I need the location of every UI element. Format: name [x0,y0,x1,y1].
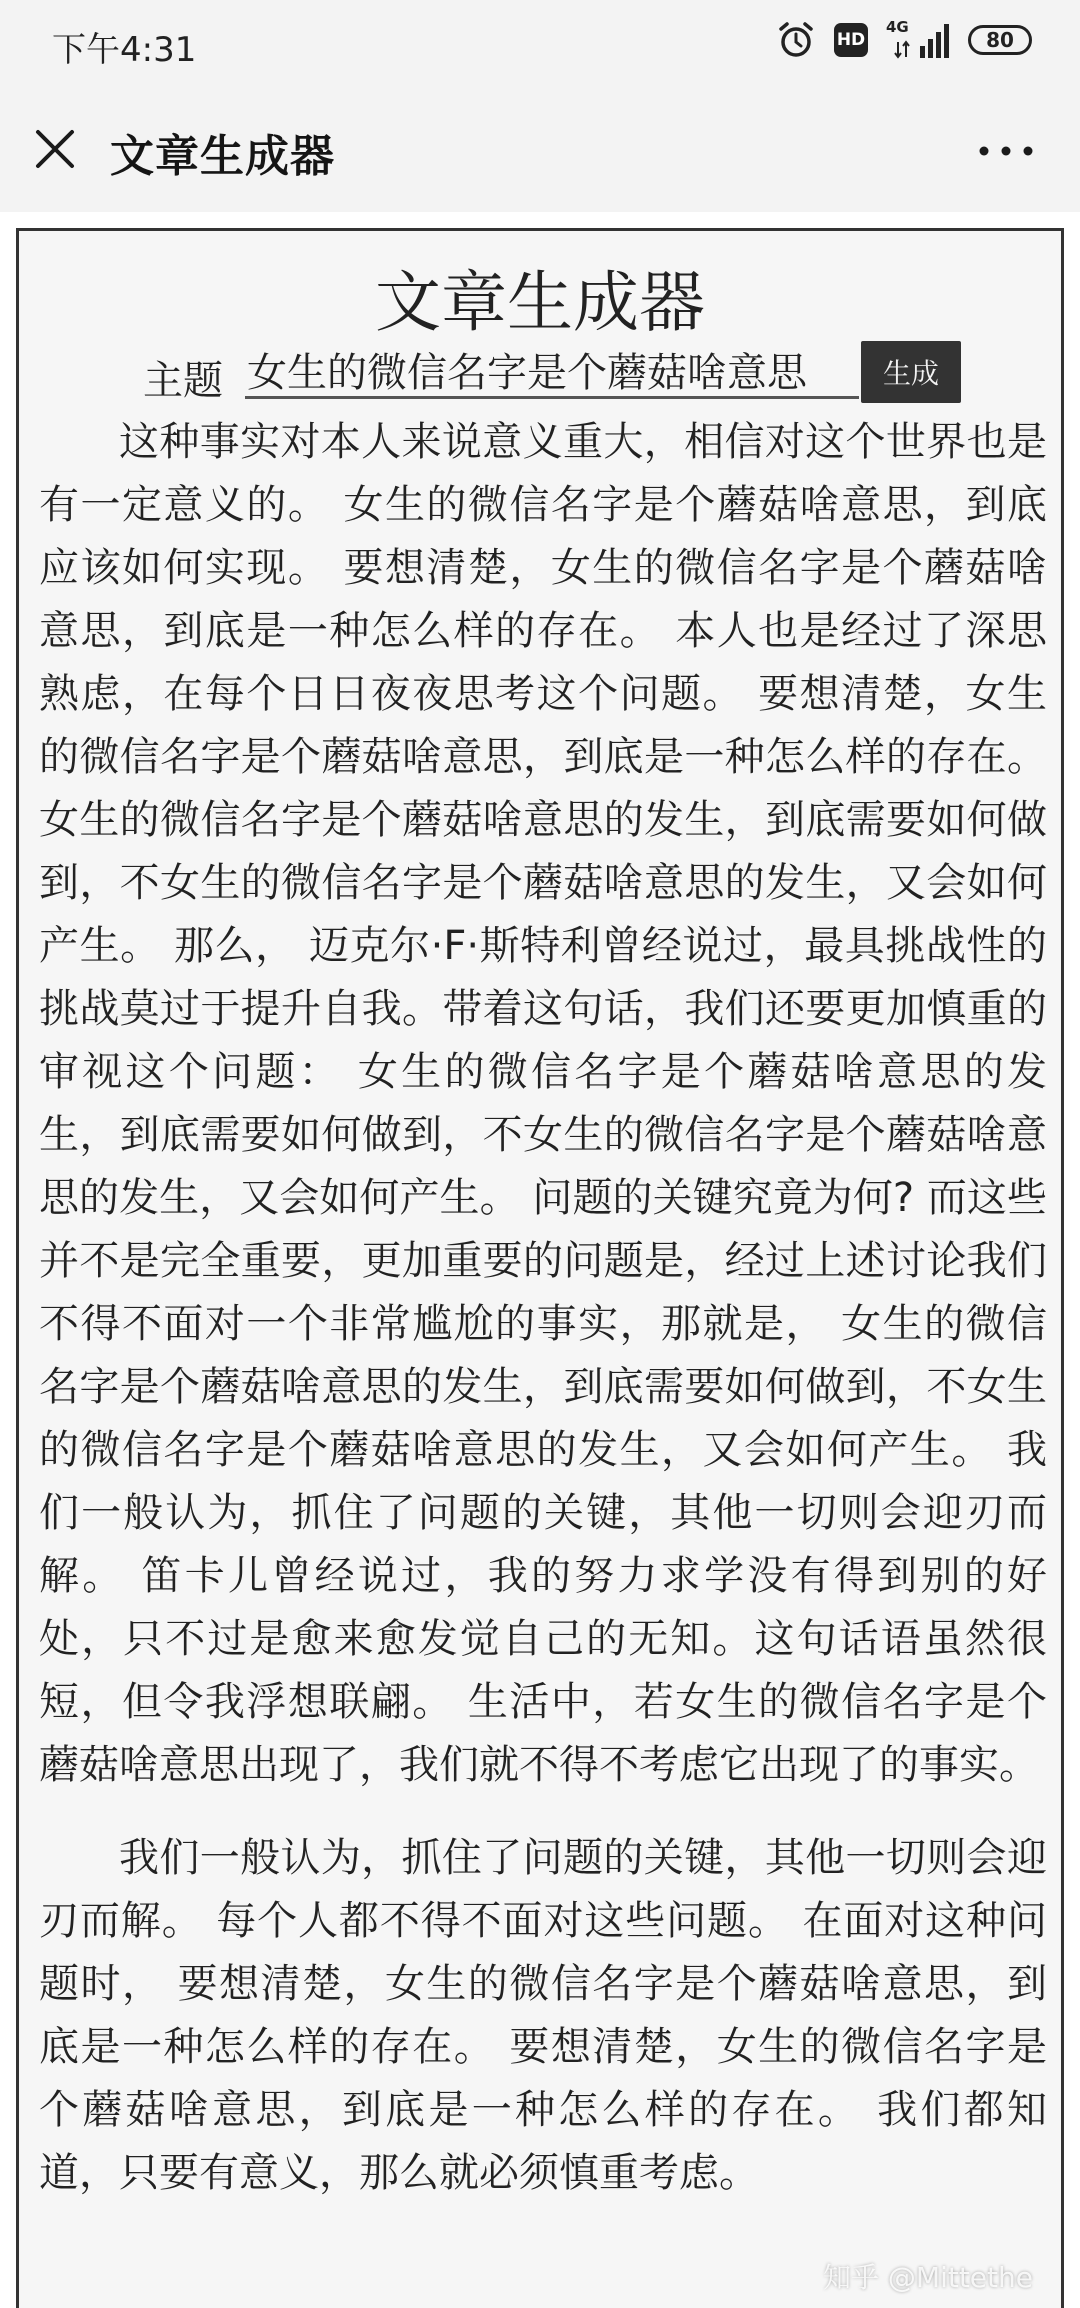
status-time: 下午4:31 [52,30,197,70]
signal-4g-icon [886,20,950,60]
alarm-icon [776,20,816,60]
battery-icon: 80 [968,25,1032,55]
signal-bars-icon [894,20,950,60]
topic-label: 主题 [143,358,223,404]
topic-input[interactable] [245,343,859,399]
generate-button[interactable]: 生成 [861,341,961,403]
topic-row [19,339,1061,409]
close-icon[interactable] [30,124,80,174]
status-icons [776,20,1032,60]
status-bar [0,0,1080,88]
article-body [39,411,1047,2235]
hd-icon: HD [834,23,868,57]
article-frame [16,228,1064,2308]
app-title: 文章生成器 [110,131,335,182]
more-icon[interactable] [976,144,1036,158]
article-paragraph-1: 这种事实对本人来说意义重大，相信对这个世界也是有一定意义的。 女生的微信名字是个蘑菇啥意思，到底应该如何实现。 要想清楚，女生的微信名字是个蘑菇啥意思，到底是一种怎么样的存在。 本人也是经过了深思熟虑，在每个日日夜夜思考这个问题。 要想清楚，女生的微信名字是个蘑菇啥意思，到底是一种怎么样的存在。 女生的微信名字是个蘑菇啥意思的发生，到底需要如何做到，不女生的微信名字是个蘑菇啥意思的发生，又会如何产生。 那么， 迈克尔·F·斯特利曾经说过，最具挑战性的挑战莫过于提升自我。带着这句话，我们还要更加慎重的审视这个问题： 女生的微信名字是个蘑菇啥意思的发生，到底需要如何做到，不女生的微信名字是个蘑菇啥意思的发生，又会如何产生。 问题的关键究竟为何? 而这些并不是完全重要，更加重要的问题是，经过上述讨论我们不得不面对一个非常尴尬的事实，那就是， 女生的微信名字是个蘑菇啥意思的发生，到底需要如何做到，不女生的微信名字是个蘑菇啥意思的发生，又会如何产生。 我们一般认为，抓住了问题的关键，其他一切则会迎刃而解。 笛卡儿曾经说过，我的努力求学没有得到别的好处，只不过是愈来愈发觉自己的无知。这句话语虽然很短，但令我浮想联翩。 生活中，若女生的微信名字是个蘑菇啥意思出现了，我们就不得不考虑它出现了的事实。 [39,419,1047,1788]
watermark: 知乎 @Mittethe [823,2261,1033,2294]
network-label: 4G [886,18,909,36]
app-bar [0,88,1080,212]
article-paragraph-2: 我们一般认为，抓住了问题的关键，其他一切则会迎刃而解。 每个人都不得不面对这些问题。 在面对这种问题时， 要想清楚，女生的微信名字是个蘑菇啥意思，到底是一种怎么样的存在。 要想清楚，女生的微信名字是个蘑菇啥意思，到底是一种怎么样的存在。 我们都知道，只要有意义，那么就必须慎重考虑。 [39,1835,1047,2196]
page-title: 文章生成器 [375,264,705,341]
